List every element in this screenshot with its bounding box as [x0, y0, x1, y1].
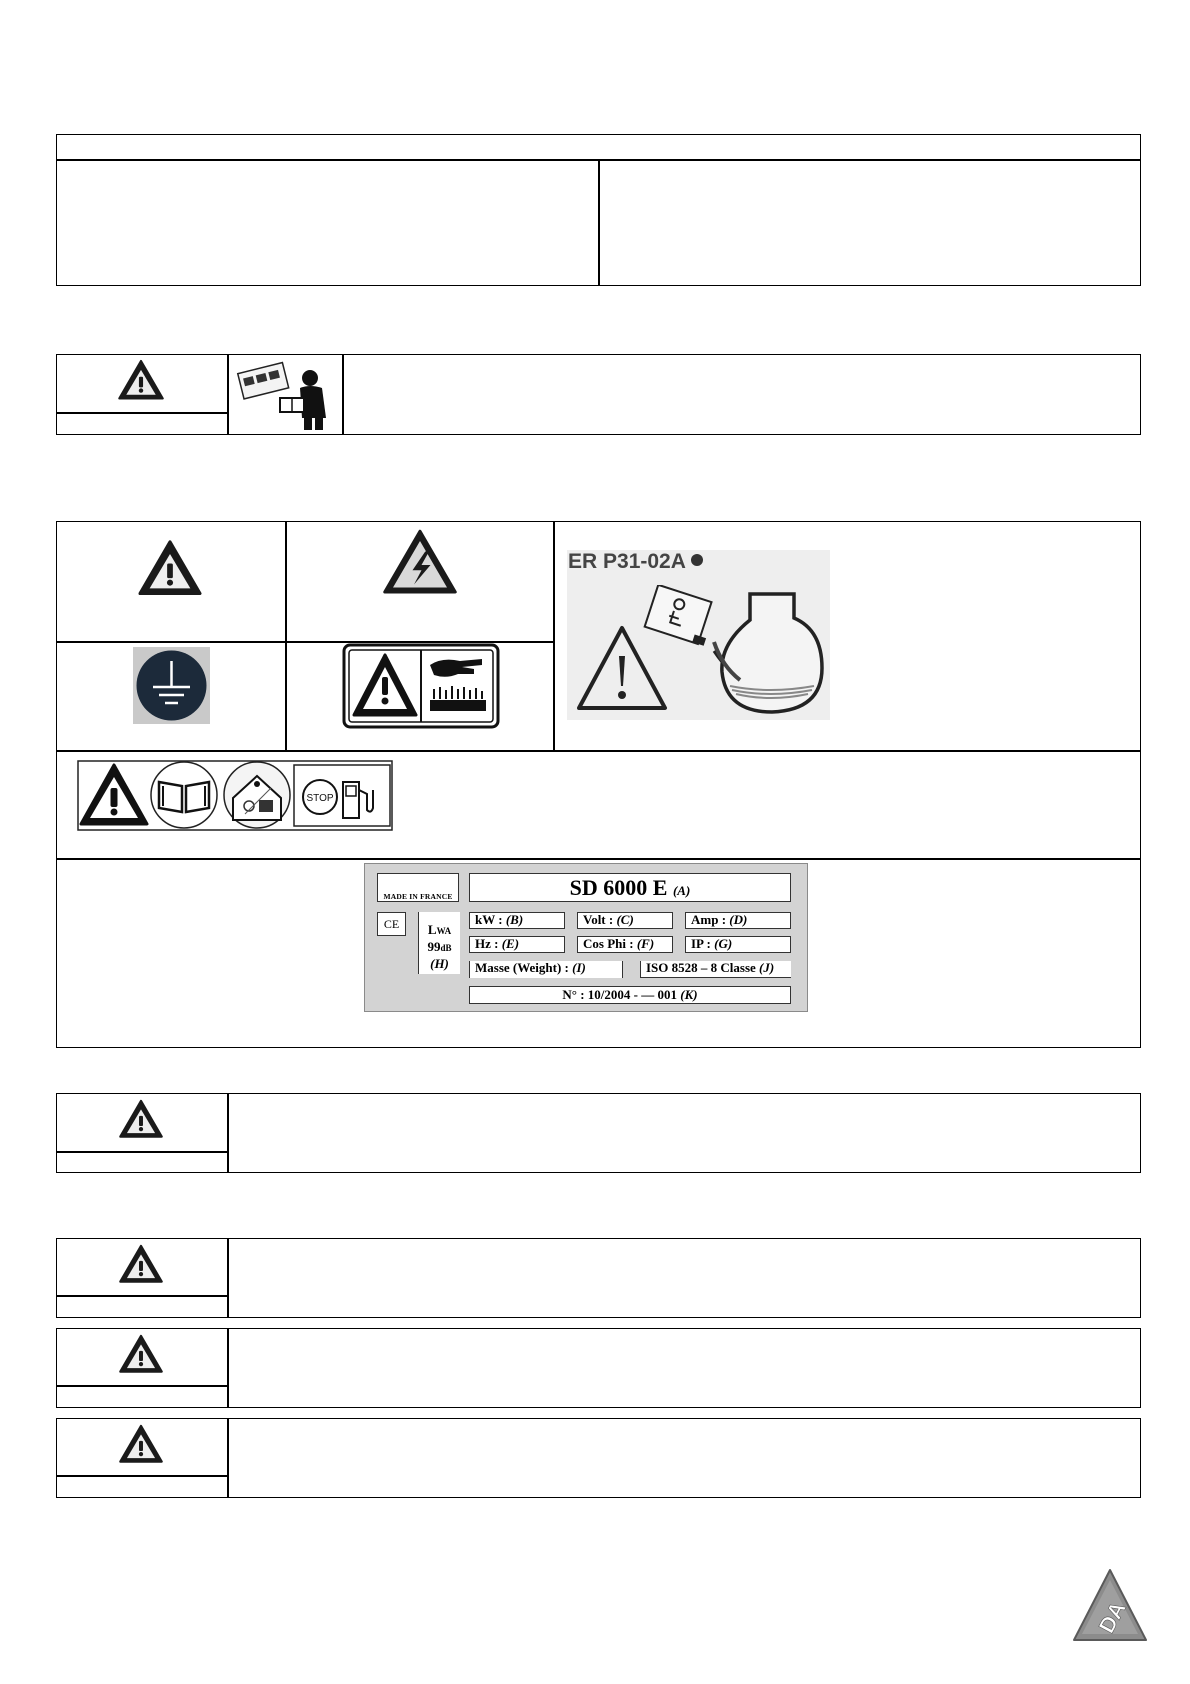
warning-box-divider	[227, 1238, 229, 1318]
hot-surface-burn-icon	[342, 643, 500, 729]
cosphi-field: Cos Phi : (F)	[577, 936, 673, 953]
warning-box	[56, 1328, 1141, 1408]
warning-label-divider	[56, 1385, 227, 1387]
iso-field: ISO 8528 – 8 Classe (J)	[640, 961, 791, 978]
pictogram-col-2	[553, 521, 555, 750]
warning-box-divider	[227, 1418, 229, 1498]
mass-field: Masse (Weight) : (I)	[469, 961, 623, 978]
svg-text:STOP: STOP	[306, 793, 334, 804]
warning-triangle-icon	[119, 1244, 163, 1284]
warning-label-divider	[56, 1295, 227, 1297]
instruction-label-divider	[56, 412, 227, 414]
amp-field: Amp : (D)	[685, 912, 791, 929]
read-instructions-person-icon	[232, 358, 338, 432]
kw-field: kW : (B)	[469, 912, 565, 929]
hz-field: Hz : (E)	[469, 936, 565, 953]
logo-text: DA	[1093, 1597, 1131, 1638]
dot-icon	[691, 554, 703, 566]
ce-mark: CE	[377, 912, 406, 936]
oil-label-code: ER P31-02A	[568, 550, 703, 574]
combined-safety-label	[77, 760, 393, 831]
pictogram-col-1	[285, 521, 287, 750]
warning-triangle-icon	[118, 359, 164, 401]
volt-field: Volt : (C)	[577, 912, 673, 929]
warning-box	[56, 1418, 1141, 1498]
engine-crankcase-icon	[710, 590, 830, 718]
model-field: SD 6000 E (A)	[469, 873, 791, 902]
serial-number-field: N° : 10/2004 - — 001 (K)	[469, 986, 791, 1004]
pictogram-row-divider-2	[56, 750, 1141, 752]
warning-box	[56, 1093, 1141, 1173]
warning-label-divider	[56, 1151, 227, 1153]
earth-ground-icon	[133, 647, 210, 724]
instruction-divider-2	[342, 354, 344, 435]
warning-triangle-icon	[119, 1099, 163, 1139]
rating-plate	[364, 863, 808, 1012]
made-in-france: MADE IN FRANCE	[377, 873, 459, 902]
warning-triangle-icon	[119, 1424, 163, 1464]
pictogram-row-divider-3	[56, 858, 1141, 860]
warning-label-divider	[56, 1475, 227, 1477]
instruction-divider-1	[227, 354, 229, 435]
header-column-divider	[598, 159, 600, 286]
warning-box-divider	[227, 1328, 229, 1408]
warning-triangle-icon	[119, 1334, 163, 1374]
high-voltage-icon	[382, 529, 458, 595]
noise-level-box: LWA 99dB (H)	[418, 912, 460, 974]
warning-triangle-icon	[137, 540, 203, 596]
warning-box	[56, 1238, 1141, 1318]
ip-field: IP : (G)	[685, 936, 791, 953]
warning-box-divider	[227, 1093, 229, 1173]
instruction-box	[56, 354, 1141, 435]
brand-triangle-logo	[1072, 1568, 1148, 1644]
